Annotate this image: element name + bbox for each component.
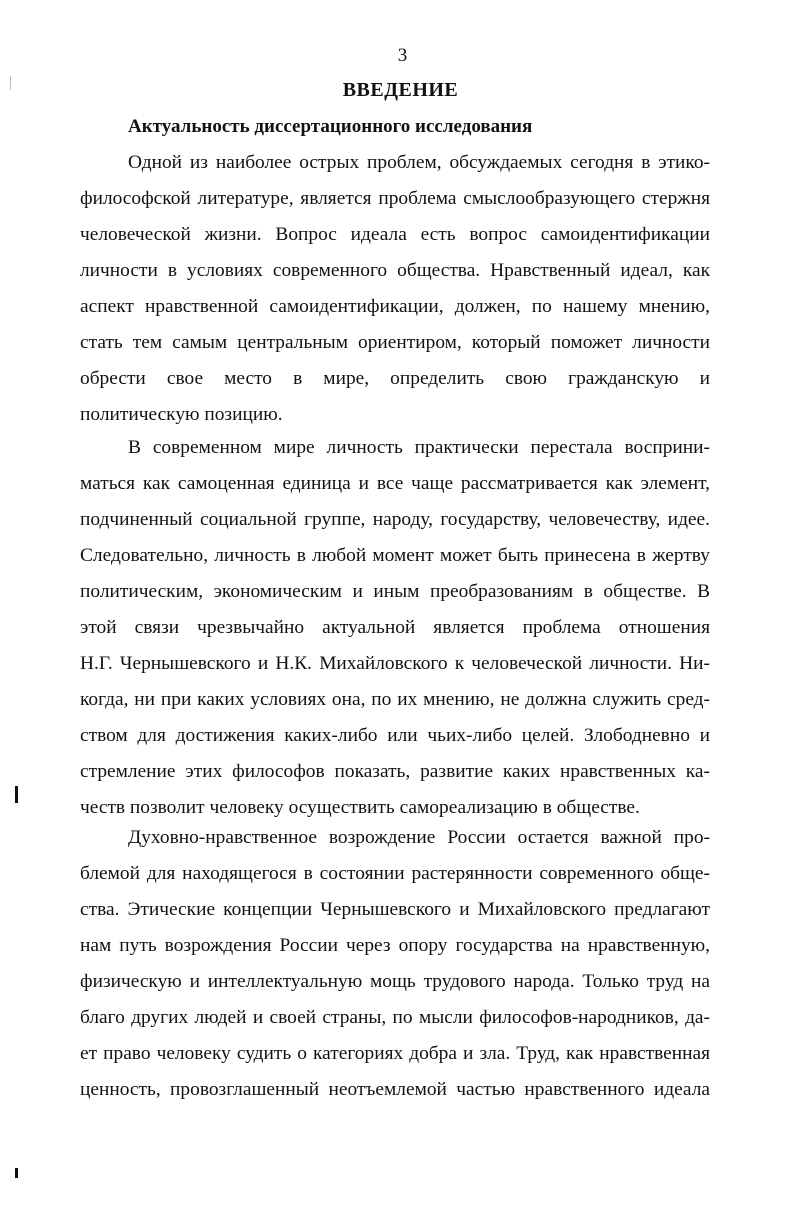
text-line: блемой для находящегося в состоянии растерянности современного обще-: [80, 863, 710, 884]
text-line: личности в условиях современного общества. Нравственный идеал, как: [80, 260, 710, 281]
text-line: В современном мире личность практически перестала восприни-: [128, 437, 710, 458]
text-line: когда, ни при каких условиях она, по их мнению, не должна служить сред-: [80, 689, 710, 710]
text-line: обрести свое место в мире, определить свою гражданскую и: [80, 368, 710, 389]
text-line: стремление этих философов показать, развитие каких нравственных ка-: [80, 761, 710, 782]
text-line: честв позволит человеку осуществить самореализацию в обществе.: [80, 797, 640, 818]
paragraph-personality: [80, 430, 710, 826]
text-line: человеческой жизни. Вопрос идеала есть вопрос самоидентификации: [80, 224, 710, 245]
scan-artifact-mark: [15, 786, 18, 803]
text-line: Духовно-нравственное возрождение России остается важной про-: [128, 827, 710, 848]
text-line: политическим, экономическим и иным преобразованиям в обществе. В: [80, 581, 710, 602]
text-line: стать тем самым центральным ориентиром, который поможет личности: [80, 332, 710, 353]
subsection-heading: Актуальность диссертационного исследования: [128, 116, 533, 137]
paragraph-revival: [80, 820, 710, 1108]
text-line: подчиненный социальной группе, народу, государству, человечеству, идее.: [80, 509, 710, 530]
scan-artifact-mark: [15, 1168, 18, 1178]
text-line: ет право человеку судить о категориях добра и зла. Труд, как нравственная: [80, 1043, 710, 1064]
text-line: этой связи чрезвычайно актуальной является проблема отношения: [80, 617, 710, 638]
scan-artifact-mark: [10, 76, 11, 90]
text-line: ценность, провозглашенный неотъемлемой частью нравственного идеала: [80, 1079, 710, 1100]
text-line: ством для достижения каких-либо или чьих-либо целей. Злободневно и: [80, 725, 710, 746]
page-number: 3: [397, 45, 408, 66]
text-line: аспект нравственной самоидентификации, должен, по нашему мнению,: [80, 296, 710, 317]
text-line: физическую и интеллектуальную мощь трудового народа. Только труд на: [80, 971, 710, 992]
text-line: Н.Г. Чернышевского и Н.К. Михайловского к человеческой личности. Ни-: [80, 653, 710, 674]
text-line: маться как самоценная единица и все чаще рассматривается как элемент,: [80, 473, 710, 494]
text-line: Одной из наиболее острых проблем, обсуждаемых сегодня в этико-: [128, 152, 710, 173]
text-line: политическую позицию.: [80, 404, 283, 425]
text-line: философской литературе, является проблема смыслообразующего стержня: [80, 188, 710, 209]
section-heading: ВВЕДЕНИЕ: [342, 79, 459, 101]
text-line: ства. Этические концепции Чернышевского и Михайловского предлагают: [80, 899, 710, 920]
paragraph-relevance: [80, 145, 710, 433]
text-line: нам путь возрождения России через опору государства на нравственную,: [80, 935, 710, 956]
text-line: благо других людей и своей страны, по мысли философов-народников, да-: [80, 1007, 710, 1028]
text-line: Следовательно, личность в любой момент может быть принесена в жертву: [80, 545, 710, 566]
